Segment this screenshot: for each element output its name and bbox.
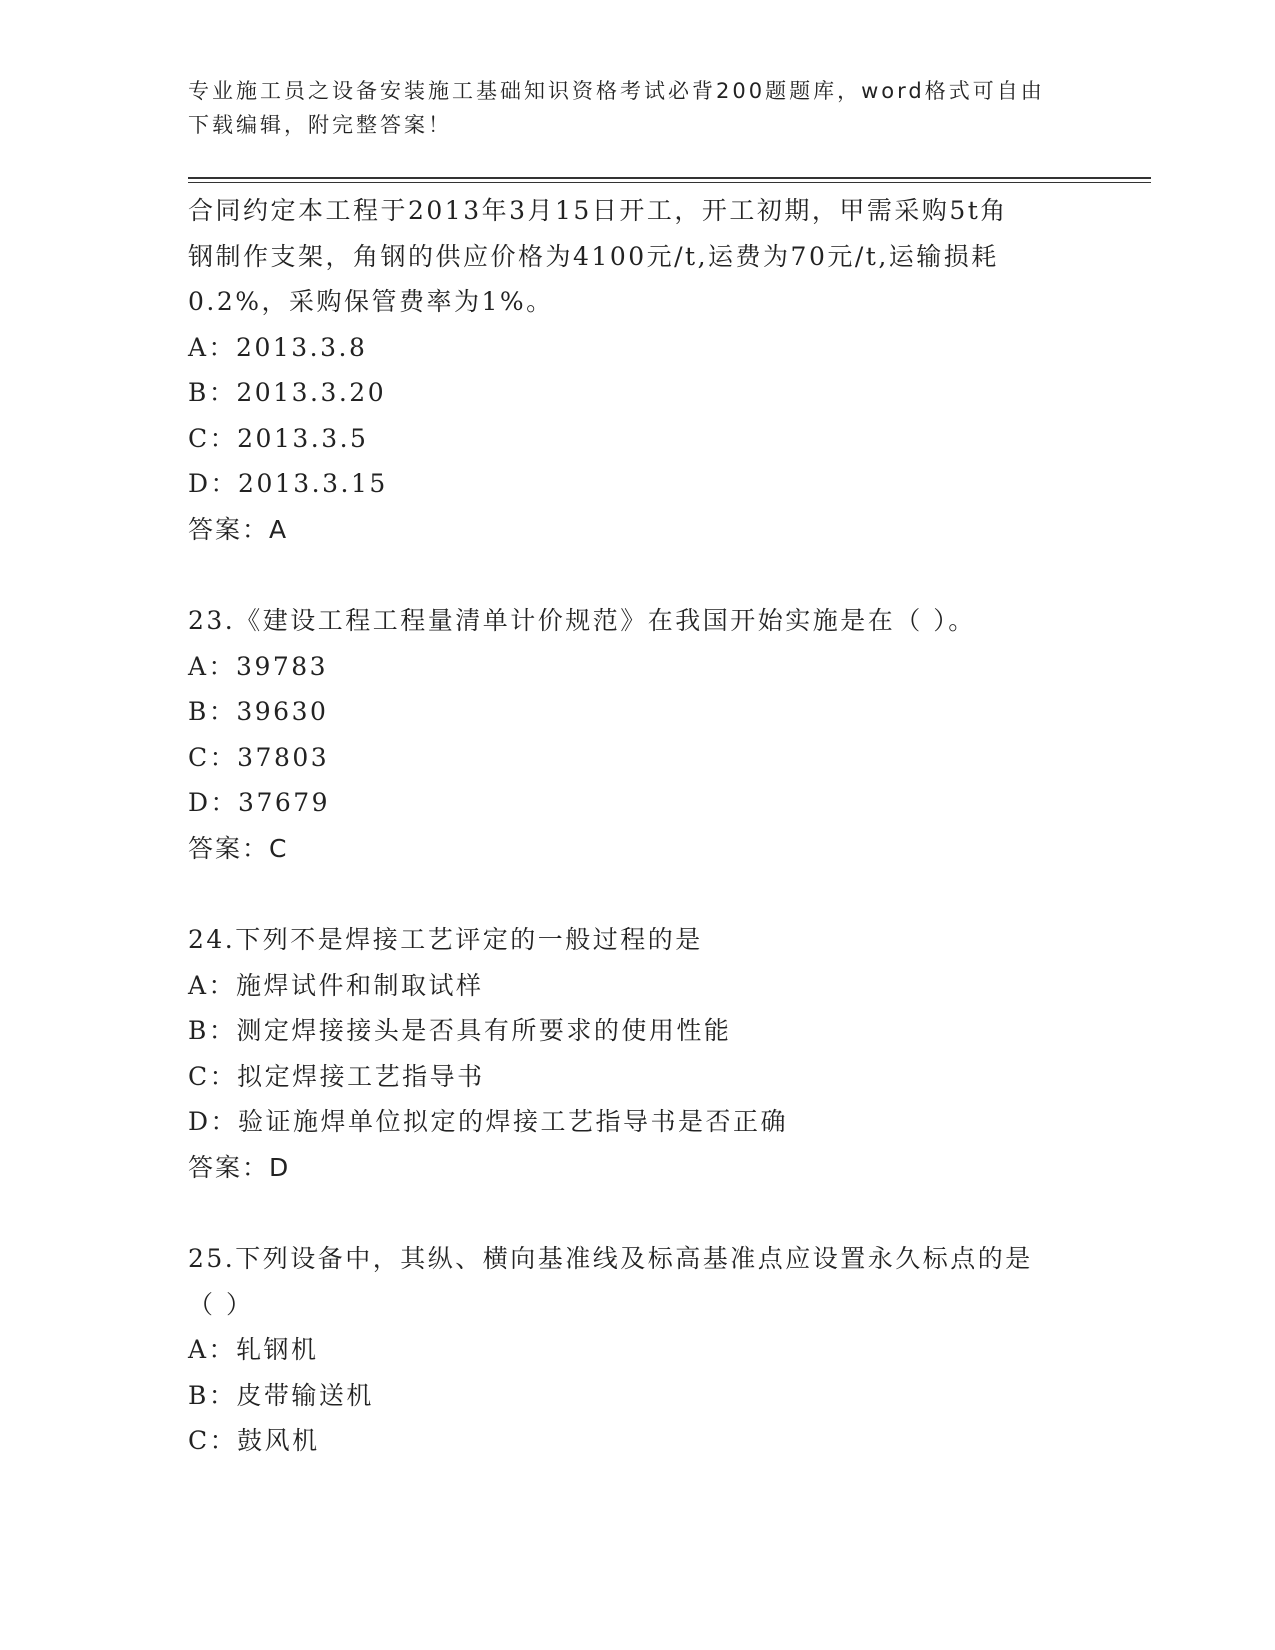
option-c: C：鼓风机 [188, 1426, 320, 1455]
question-stem-line: 合同约定本工程于2013年3月15日开工，开工初期，甲需采购5t角 [188, 196, 1008, 225]
spacer [188, 871, 1088, 917]
question-stem-line: 0.2%，采购保管费率为1%。 [188, 287, 554, 316]
header-line-2: 下载编辑，附完整答案！ [188, 113, 452, 137]
spacer [188, 552, 1088, 598]
question-stem-line: （ ） [188, 1289, 254, 1319]
option-c: C：2013.3.5 [188, 423, 369, 453]
option-a: A：施焊试件和制取试样 [188, 970, 484, 1000]
question-list [188, 188, 1088, 1464]
option-d: D：2013.3.15 [188, 469, 388, 498]
spacer [188, 1190, 1088, 1236]
question-22 [188, 188, 1088, 552]
option-b: B：皮带输送机 [188, 1380, 374, 1410]
option-b: B：2013.3.20 [188, 378, 387, 407]
option-c: C：拟定焊接工艺指导书 [188, 1061, 485, 1091]
answer-label: 答案：C [188, 833, 289, 863]
document-header [188, 74, 1068, 142]
option-a: A：39783 [188, 651, 329, 681]
option-c: C：37803 [188, 742, 330, 772]
option-d: D：验证施焊单位拟定的焊接工艺指导书是否正确 [188, 1107, 789, 1136]
header-divider-thin [188, 182, 1151, 183]
question-25 [188, 1236, 1088, 1464]
question-24 [188, 917, 1088, 1190]
option-d: D：37679 [188, 788, 331, 817]
question-23 [188, 598, 1088, 871]
option-a: A：2013.3.8 [188, 332, 368, 362]
option-a: A：轧钢机 [188, 1335, 319, 1364]
header-line-1: 专业施工员之设备安装施工基础知识资格考试必背200题题库，word格式可自由 [188, 79, 1045, 103]
question-stem-line: 23.《建设工程工程量清单计价规范》在我国开始实施是在（ ）。 [188, 606, 976, 635]
answer-label: 答案：A [188, 514, 289, 544]
option-b: B：39630 [188, 697, 329, 726]
header-divider-thick [188, 177, 1151, 179]
question-stem-line: 钢制作支架，角钢的供应价格为4100元/t,运费为70元/t,运输损耗 [188, 241, 999, 271]
answer-label: 答案：D [188, 1152, 291, 1182]
option-b: B：测定焊接接头是否具有所要求的使用性能 [188, 1016, 732, 1045]
question-stem-line: 24.下列不是焊接工艺评定的一般过程的是 [188, 925, 703, 954]
question-stem-line: 25.下列设备中，其纵、横向基准线及标高基准点应设置永久标点的是 [188, 1244, 1033, 1273]
